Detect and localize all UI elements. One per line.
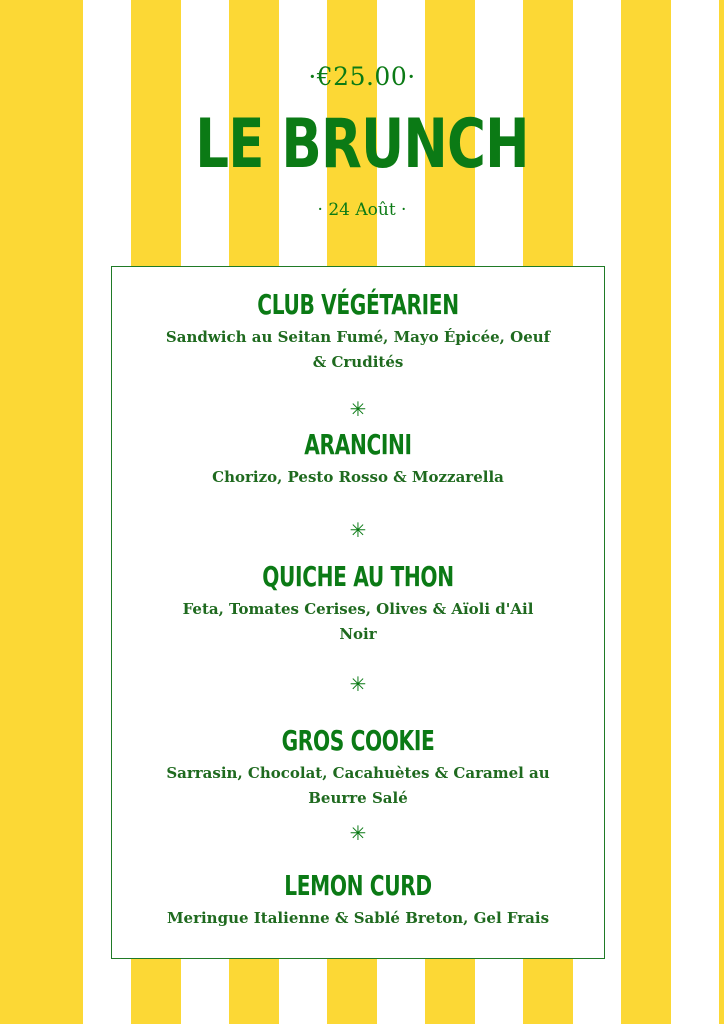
- menu-item-name: LEMON CURD: [284, 869, 432, 902]
- event-date: · 24 Août ·: [317, 200, 407, 220]
- asterisk-icon: ✳: [349, 518, 367, 542]
- menu-item-name: QUICHE AU THON: [262, 560, 454, 593]
- asterisk-icon: ✳: [349, 397, 367, 421]
- menu-item: [112, 723, 604, 811]
- menu-item-description: Sandwich au Seitan Fumé, Mayo Épicée, Oeuf & Crudités: [165, 328, 551, 371]
- menu-item-name: CLUB VÉGÉTARIEN: [257, 288, 459, 321]
- menu-item: [112, 868, 604, 931]
- menu-item: [112, 427, 604, 490]
- menu-item-name: ARANCINI: [304, 428, 412, 461]
- page-title: LE BRUNCH: [195, 105, 529, 184]
- menu-item-description: Chorizo, Pesto Rosso & Mozzarella: [212, 468, 504, 486]
- menu-item: [112, 287, 604, 375]
- menu-item-description: Meringue Italienne & Sablé Breton, Gel Frais: [166, 909, 550, 927]
- menu-item-name: GROS COOKIE: [281, 724, 435, 757]
- asterisk-icon: ✳: [349, 821, 367, 845]
- asterisk-icon: ✳: [349, 672, 367, 696]
- menu-card: [111, 266, 605, 959]
- price: ·€25.00·: [308, 62, 416, 91]
- menu-item: [112, 559, 604, 647]
- menu-item-description: Sarrasin, Chocolat, Cacahuètes & Caramel au Beurre Salé: [166, 764, 550, 807]
- menu-item-description: Feta, Tomates Cerises, Olives & Aïoli d'Ail Noir: [182, 600, 534, 643]
